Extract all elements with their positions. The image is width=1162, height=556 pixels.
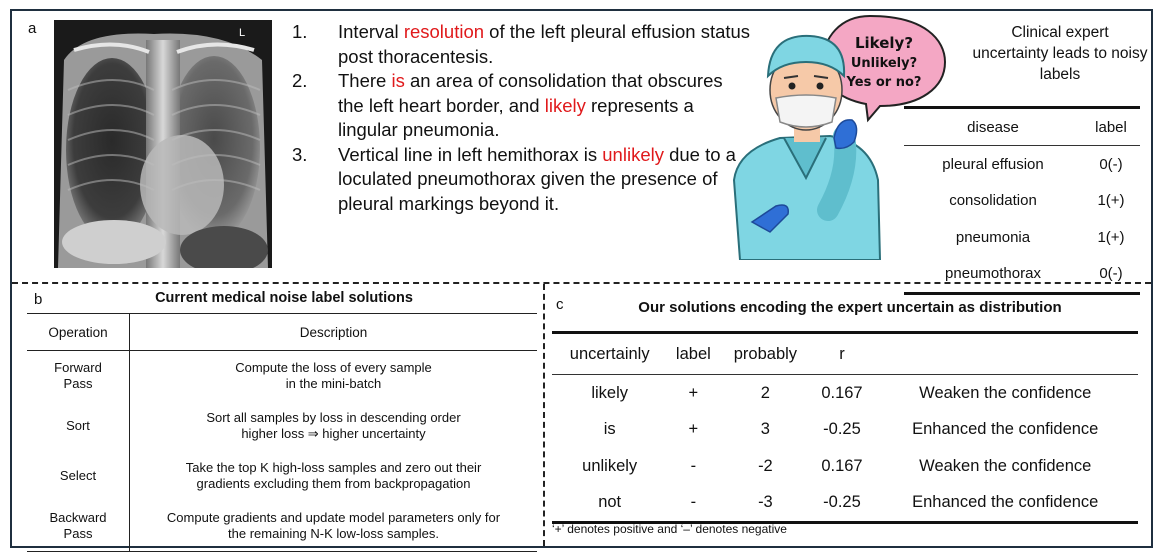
column-header: Description bbox=[130, 314, 538, 351]
table-cell: - bbox=[667, 485, 719, 523]
table-cell: 1(+) bbox=[1097, 228, 1125, 246]
table-row bbox=[904, 219, 1140, 256]
description-text: Compute the loss of every sample bbox=[235, 360, 432, 375]
finding-number: 1. bbox=[292, 21, 308, 42]
finding-text: Vertical line in left hemithorax is bbox=[338, 143, 603, 165]
table-row bbox=[552, 412, 1138, 449]
table-cell: Enhanced the confidence bbox=[912, 420, 1099, 439]
finding-item bbox=[292, 69, 752, 143]
table-cell: Weaken the confidence bbox=[919, 456, 1092, 475]
table-row bbox=[27, 401, 537, 451]
panel-label-a: a bbox=[28, 20, 37, 37]
sign-legend-note: ‘+’ denotes positive and ‘–’ denotes negative bbox=[552, 522, 787, 536]
xray-side-marker: L bbox=[239, 27, 246, 39]
face-mask bbox=[776, 95, 836, 127]
description-text: higher loss ⇒ higher uncertainty bbox=[241, 426, 426, 441]
section-c-title: Our solutions encoding the expert uncertain as distribution bbox=[638, 299, 1062, 316]
table-row bbox=[552, 485, 1138, 523]
description-text: Compute gradients and update model parameters only for bbox=[166, 510, 501, 525]
column-header: label bbox=[675, 344, 711, 363]
finding-number: 3. bbox=[292, 143, 308, 165]
column-header: Operation bbox=[27, 314, 130, 351]
table-row bbox=[27, 501, 537, 552]
operation-cell bbox=[27, 351, 130, 402]
report-findings-list bbox=[292, 20, 752, 216]
table-cell: pleural effusion bbox=[942, 155, 1044, 173]
column-header: probably bbox=[733, 344, 798, 363]
noise-solutions-table bbox=[27, 313, 537, 552]
table-cell: likely bbox=[591, 383, 629, 402]
column-header: label bbox=[1082, 108, 1140, 146]
table-cell: 2 bbox=[760, 383, 770, 402]
table-cell: Enhanced the confidence bbox=[873, 485, 1139, 523]
operation-text: Pass bbox=[63, 526, 93, 541]
table-cell: 0(-) bbox=[1082, 256, 1140, 294]
uncertainty-distribution-table bbox=[552, 331, 1138, 524]
operation-text: Sort bbox=[66, 418, 90, 433]
table-row bbox=[27, 451, 537, 501]
finding-text: represents a lingular pneumonia. bbox=[338, 94, 694, 140]
table-row bbox=[552, 448, 1138, 485]
description-text: Take the top K high-loss samples and zero out their bbox=[185, 460, 482, 475]
table-cell: not bbox=[552, 485, 667, 523]
table-row bbox=[904, 183, 1140, 220]
panel-label-c: c bbox=[556, 296, 564, 313]
table-row bbox=[27, 351, 537, 402]
finding-text: an area of consolidation that obscures the left heart border, and bbox=[338, 70, 723, 116]
description-text: Sort all samples by loss in descending order bbox=[206, 410, 461, 425]
table-cell: is bbox=[603, 420, 616, 439]
table-cell: pneumonia bbox=[955, 228, 1031, 246]
column-header: disease bbox=[904, 108, 1082, 146]
column-header: uncertainly bbox=[569, 344, 650, 363]
bubble-line-1: Likely? bbox=[854, 34, 914, 52]
description-cell bbox=[130, 501, 538, 552]
finding-text: due to a loculated pneumothorax given the presence of pleural markings beyond it. bbox=[338, 143, 736, 214]
operation-cell bbox=[27, 501, 130, 552]
table-row bbox=[904, 256, 1140, 294]
operation-cell bbox=[27, 401, 130, 451]
uncertainty-keyword: likely bbox=[544, 94, 586, 116]
disease-label-table bbox=[904, 106, 1140, 295]
uncertainty-keyword: unlikely bbox=[602, 143, 664, 165]
panel-label-b: b bbox=[34, 291, 43, 308]
table-cell: unlikely bbox=[582, 456, 638, 475]
uncertainty-note: Clinical expert uncertainty leads to noisy labels bbox=[972, 24, 1148, 83]
chest-xray-image bbox=[54, 20, 272, 268]
description-cell bbox=[130, 351, 538, 402]
operation-text: Select bbox=[59, 468, 97, 483]
operation-text: Backward bbox=[49, 510, 107, 525]
description-text: gradients excluding them from backpropagation bbox=[196, 476, 471, 491]
finding-number: 2. bbox=[292, 70, 308, 91]
table-cell: 3 bbox=[760, 420, 770, 439]
uncertainty-keyword: resolution bbox=[403, 21, 485, 42]
bubble-line-2: Unlikely? bbox=[850, 56, 918, 71]
table-cell: 0.167 bbox=[821, 383, 863, 402]
finding-text: Interval bbox=[338, 21, 404, 42]
table-cell: + bbox=[688, 383, 699, 402]
table-cell: consolidation bbox=[949, 192, 1037, 210]
table-cell: 1(+) bbox=[1097, 192, 1125, 210]
finding-item bbox=[292, 20, 752, 69]
finding-item bbox=[292, 143, 752, 217]
operation-cell bbox=[27, 451, 130, 501]
chest-xray-graphic bbox=[54, 20, 272, 268]
table-cell: pneumothorax bbox=[904, 256, 1082, 294]
table-cell: Weaken the confidence bbox=[919, 383, 1092, 402]
section-b-title: Current medical noise label solutions bbox=[155, 290, 413, 306]
uncertainty-keyword: is bbox=[391, 70, 405, 91]
description-text: the remaining N-K low-loss samples. bbox=[228, 526, 439, 541]
operation-text: Forward bbox=[54, 360, 102, 375]
column-header bbox=[873, 333, 1139, 375]
table-cell: -0.25 bbox=[823, 420, 861, 439]
description-text: in the mini-batch bbox=[285, 376, 382, 391]
table-cell: -2 bbox=[758, 456, 773, 475]
finding-text: of the left pleural effusion status post thoracentesis. bbox=[338, 21, 751, 67]
bubble-line-3: Yes or no? bbox=[846, 75, 922, 90]
column-header: r bbox=[839, 344, 845, 363]
description-cell bbox=[130, 451, 538, 501]
table-row bbox=[904, 146, 1140, 183]
table-cell: 0.167 bbox=[821, 456, 863, 475]
finding-text: There bbox=[338, 70, 392, 91]
table-cell: - bbox=[690, 456, 697, 475]
table-cell: 0(-) bbox=[1099, 155, 1123, 173]
table-cell: + bbox=[688, 420, 699, 439]
table-row bbox=[552, 375, 1138, 412]
table-cell: -0.25 bbox=[811, 485, 872, 523]
table-cell: -3 bbox=[719, 485, 811, 523]
description-cell bbox=[130, 401, 538, 451]
dashed-divider-vertical bbox=[543, 284, 545, 546]
operation-text: Pass bbox=[63, 376, 93, 391]
